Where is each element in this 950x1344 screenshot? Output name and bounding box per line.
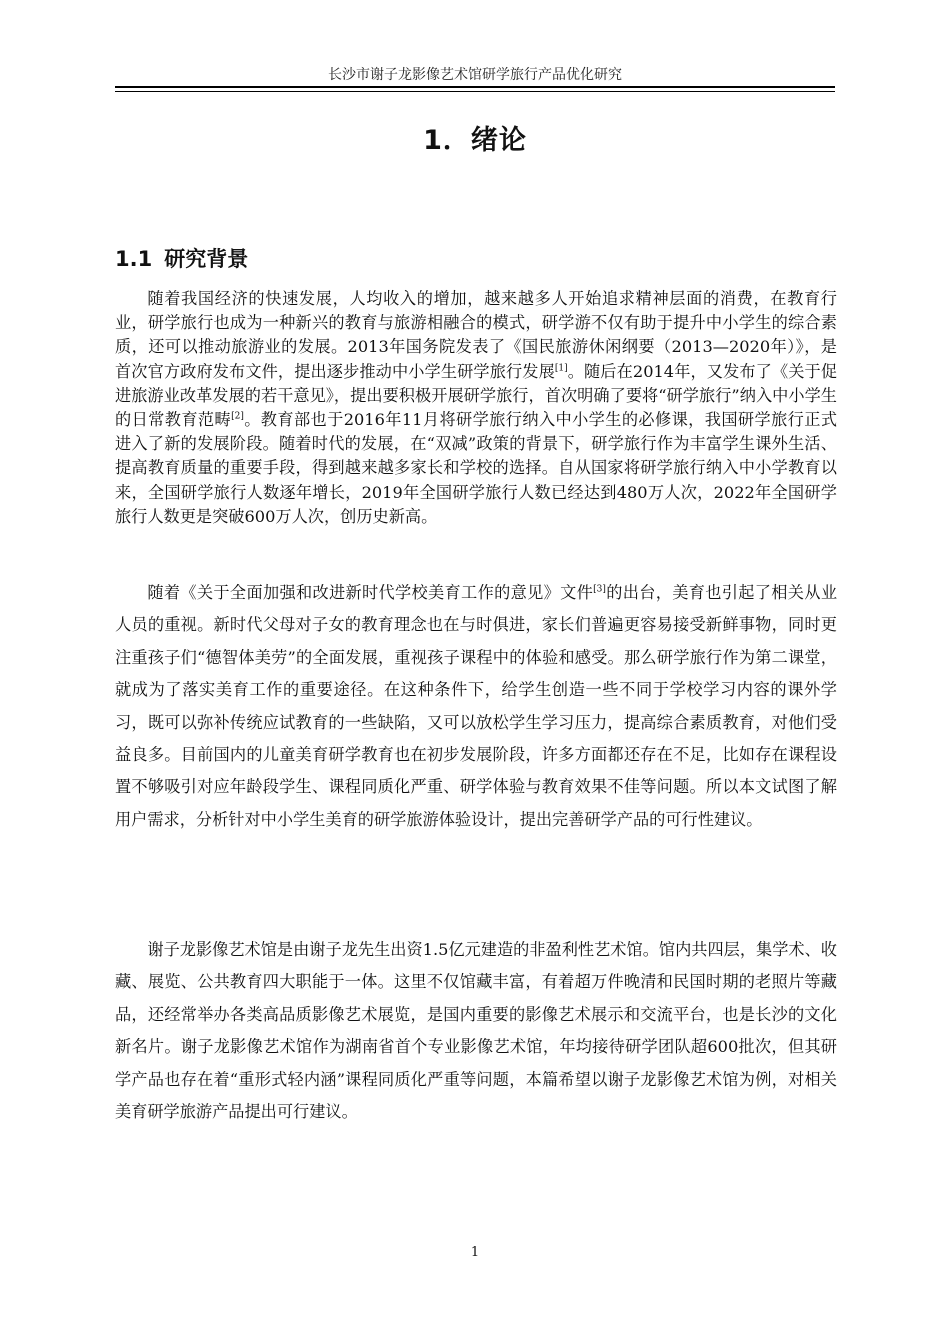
chapter-title: 1．绪论 (423, 125, 527, 156)
paragraph-research-background-1 (115, 287, 837, 529)
paragraph-text: 。教育部也于2016年11月将研学旅行纳入中小学生的必修课，我国研学旅行正式进入了新的发展阶段。随着时代的发展，在“双减”政策的背景下，研学旅行作为丰富学生课外生活、提高教育质量的重要手段，得到越来越多家长和学校的选择。自从国家将研学旅行纳入中小学教育以来，全国研学旅行人数逐年增长，2019年全国研学旅行人数已经达到480万人次，2022年全国研学旅行人数更是突破600万人次，创历史新高。 (115, 410, 838, 526)
section-title-text: 研究背景 (164, 247, 249, 271)
paragraph-text: 谢子龙影像艺术馆是由谢子龙先生出资1.5亿元建造的非盈利性艺术馆。馆内共四层，集学术、收藏、展览、公共教育四大职能于一体。这里不仅馆藏丰富，有着超万件晚清和民国时期的老照片等藏品，还经常举办各类高品质影像艺术展览，是国内重要的影像艺术展示和交流平台，也是长沙的文化新名片。谢子龙影像艺术馆作为湖南省首个专业影像艺术馆，年均接待研学团队超600批次，但其研学产品也存在着“重形式轻内涵”课程同质化严重等问题，本篇希望以谢子龙影像艺术馆为例，对相关美育研学旅游产品提出可行建议。 (115, 940, 837, 1122)
page-number: 1 (470, 1245, 480, 1260)
citation-ref: [1] (554, 363, 568, 374)
header-rule-thin (115, 91, 835, 92)
paragraph-research-background-3 (115, 934, 837, 1128)
section-heading (115, 243, 248, 273)
paragraph-text: 。随后在2014年，又发布了《关于促进旅游业改革发展的若干意见》，提出要积极开展研学旅行，首次明确了要将“研学旅行”纳入中小学生的日常教育范畴 (115, 361, 838, 430)
header-rule-thick (115, 86, 835, 88)
paragraph-text: 随着《关于全面加强和改进新时代学校美育工作的意见》文件 (147, 583, 594, 602)
citation-ref: [2] (231, 411, 244, 422)
paragraph-text: 随着我国经济的快速发展，人均收入的增加，越来越多人开始追求精神层面的消费，在教育行业，研学旅行也成为一种新兴的教育与旅游相融合的模式，研学游不仅有助于提升中小学生的综合素质，还可以推动旅游业的发展。2013年国务院发表了《国民旅游休闲纲要（2013—2020年）》，是首次官方政府发布文件，提出逐步推动中小学生研学旅行发展 (115, 289, 837, 381)
citation-ref: [3] (593, 584, 606, 595)
running-header: 长沙市谢子龙影像艺术馆研学旅行产品优化研究 (328, 67, 622, 83)
paragraph-text: 的出台，美育也引起了相关从业人员的重视。新时代父母对子女的教育理念也在与时俱进，家长们普遍更容易接受新鲜事物，同时更注重孩子们“德智体美劳”的全面发展，重视孩子课程中的体验和感受。那么研学旅行作为第二课堂，就成为了落实美育工作的重要途径。在这种条件下，给学生创造一些不同于学校学习内容的课外学习，既可以弥补传统应试教育的一些缺陷，又可以放松学生学习压力，提高综合素质教育，对他们受益良多。目前国内的儿童美育研学教育也在初步发展阶段，许多方面都还存在不足，比如存在课程设置不够吸引对应年龄段学生、课程同质化严重、研学体验与教育效果不佳等问题。所以本文试图了解用户需求，分析针对中小学生美育的研学旅游体验设计，提出完善研学产品的可行性建议。 (115, 583, 838, 829)
paragraph-research-background-2 (115, 577, 837, 836)
section-number: 1.1 (115, 247, 153, 271)
